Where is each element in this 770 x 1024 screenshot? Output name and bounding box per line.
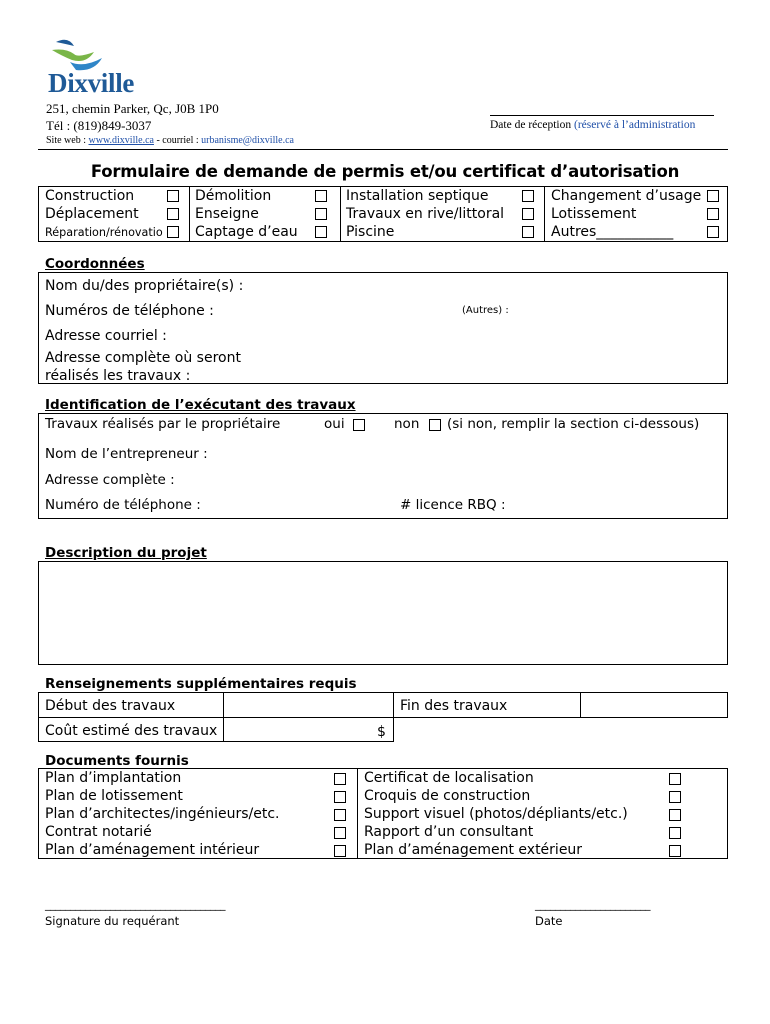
contractor-name-label: Nom de l’entrepreneur : bbox=[45, 446, 208, 462]
doc-left-2-label: Plan d’architectes/ingénieurs/etc. bbox=[45, 806, 280, 822]
email-label: Adresse courriel : bbox=[45, 328, 167, 344]
work-address-label-2: réalisés les travaux : bbox=[45, 368, 191, 384]
doc-left-1-label: Plan de lotissement bbox=[45, 788, 183, 804]
permit-reparation-checkbox[interactable] bbox=[167, 226, 179, 238]
doc-left-0-checkbox[interactable] bbox=[334, 773, 346, 785]
doc-right-0-checkbox[interactable] bbox=[669, 773, 681, 785]
non-label: non bbox=[394, 416, 420, 432]
date-label: Date bbox=[535, 914, 563, 928]
doc-right-3-label: Rapport d’un consultant bbox=[364, 824, 534, 840]
reception-label: Date de réception (réservé à l’administration bbox=[490, 119, 696, 131]
address-line: 251, chemin Parker, Qc, J0B 1P0 bbox=[46, 101, 219, 116]
permit-demolition-label: Démolition bbox=[195, 188, 272, 204]
non-note: (si non, remplir la section ci-dessous) bbox=[447, 416, 700, 432]
end-date-input[interactable] bbox=[581, 693, 727, 717]
permit-enseigne-checkbox[interactable] bbox=[315, 208, 327, 220]
permit-septique-checkbox[interactable] bbox=[522, 190, 534, 202]
start-date-label: Début des travaux bbox=[45, 698, 176, 714]
permit-construction-checkbox[interactable] bbox=[167, 190, 179, 202]
permit-reparation-label: Réparation/rénovatio bbox=[45, 226, 163, 239]
date-line[interactable]: _______________________ bbox=[535, 898, 650, 911]
doc-left-3-checkbox[interactable] bbox=[334, 827, 346, 839]
phone-line: Tél : (819)849-3037 bbox=[46, 118, 152, 133]
cost-input[interactable] bbox=[224, 718, 392, 741]
permit-lotissement-label: Lotissement bbox=[551, 206, 637, 222]
reception-note: (réservé à l’administration bbox=[573, 119, 696, 131]
doc-right-1-label: Croquis de construction bbox=[364, 788, 531, 804]
doc-right-2-checkbox[interactable] bbox=[669, 809, 681, 821]
currency-symbol: $ bbox=[377, 724, 386, 740]
permit-autres-checkbox[interactable] bbox=[707, 226, 719, 238]
web-link[interactable]: www.dixville.ca bbox=[88, 135, 154, 146]
start-date-input[interactable] bbox=[224, 693, 392, 717]
signature-line[interactable]: ____________________________________ bbox=[45, 898, 225, 911]
permit-autres-label: Autres___________ bbox=[551, 224, 674, 240]
doc-left-1-checkbox[interactable] bbox=[334, 791, 346, 803]
page-title: Formulaire de demande de permis et/ou certificat d’autorisation bbox=[90, 162, 680, 181]
web-prefix: Site web : bbox=[46, 135, 89, 146]
permit-lotissement-checkbox[interactable] bbox=[707, 208, 719, 220]
rbq-license-label: # licence RBQ : bbox=[400, 497, 506, 513]
doc-right-4-label: Plan d’aménagement extérieur bbox=[364, 842, 583, 858]
cost-label: Coût estimé des travaux bbox=[45, 723, 218, 739]
permit-demolition-checkbox[interactable] bbox=[315, 190, 327, 202]
logo bbox=[46, 38, 156, 100]
header-divider bbox=[38, 149, 728, 150]
description-textarea[interactable] bbox=[38, 561, 728, 665]
doc-right-2-label: Support visuel (photos/dépliants/etc.) bbox=[364, 806, 628, 822]
doc-left-2-checkbox[interactable] bbox=[334, 809, 346, 821]
permit-changement-label: Changement d’usage bbox=[551, 188, 702, 204]
end-date-label: Fin des travaux bbox=[400, 698, 508, 714]
logo-text: Dixville bbox=[48, 68, 135, 98]
coordonnees-heading: Coordonnées bbox=[45, 256, 145, 272]
doc-left-0-label: Plan d’implantation bbox=[45, 770, 182, 786]
doc-right-4-checkbox[interactable] bbox=[669, 845, 681, 857]
permit-piscine-label: Piscine bbox=[346, 224, 395, 240]
permit-captage-checkbox[interactable] bbox=[315, 226, 327, 238]
executant-heading: Identification de l’exécutant des travaux bbox=[45, 397, 356, 413]
signature-label: Signature du requérant bbox=[45, 914, 180, 928]
doc-left-4-checkbox[interactable] bbox=[334, 845, 346, 857]
permit-rive-label: Travaux en rive/littoral bbox=[346, 206, 505, 222]
contractor-phone-label: Numéro de téléphone : bbox=[45, 497, 201, 513]
renseignements-heading: Renseignements supplémentaires requis bbox=[45, 676, 357, 692]
permit-enseigne-label: Enseigne bbox=[195, 206, 259, 222]
permit-captage-label: Captage d’eau bbox=[195, 224, 298, 240]
non-checkbox[interactable] bbox=[429, 419, 441, 431]
oui-label: oui bbox=[324, 416, 345, 432]
phone-label: Numéros de téléphone : bbox=[45, 303, 214, 319]
permit-piscine-checkbox[interactable] bbox=[522, 226, 534, 238]
other-phone-label: (Autres) : bbox=[462, 305, 509, 316]
contractor-address-label: Adresse complète : bbox=[45, 472, 175, 488]
doc-left-3-label: Contrat notarié bbox=[45, 824, 152, 840]
email-text: urbanisme@dixville.ca bbox=[201, 135, 294, 146]
reception-date-line bbox=[490, 115, 714, 116]
owner-work-question: Travaux réalisés par le propriétaire bbox=[45, 416, 281, 432]
documents-heading: Documents fournis bbox=[45, 753, 189, 769]
permit-deplacement-checkbox[interactable] bbox=[167, 208, 179, 220]
doc-right-0-label: Certificat de localisation bbox=[364, 770, 534, 786]
work-address-label-1: Adresse complète où seront bbox=[45, 350, 241, 366]
oui-checkbox[interactable] bbox=[353, 419, 365, 431]
permit-deplacement-label: Déplacement bbox=[45, 206, 139, 222]
doc-right-1-checkbox[interactable] bbox=[669, 791, 681, 803]
doc-right-3-checkbox[interactable] bbox=[669, 827, 681, 839]
owner-name-label: Nom du/des propriétaire(s) : bbox=[45, 278, 244, 294]
permit-changement-checkbox[interactable] bbox=[707, 190, 719, 202]
permit-rive-checkbox[interactable] bbox=[522, 208, 534, 220]
permit-construction-label: Construction bbox=[45, 188, 135, 204]
web-sep: - courriel : bbox=[153, 135, 202, 146]
doc-left-4-label: Plan d’aménagement intérieur bbox=[45, 842, 260, 858]
permit-septique-label: Installation septique bbox=[346, 188, 489, 204]
description-heading: Description du projet bbox=[45, 545, 207, 561]
web-line bbox=[46, 135, 294, 146]
